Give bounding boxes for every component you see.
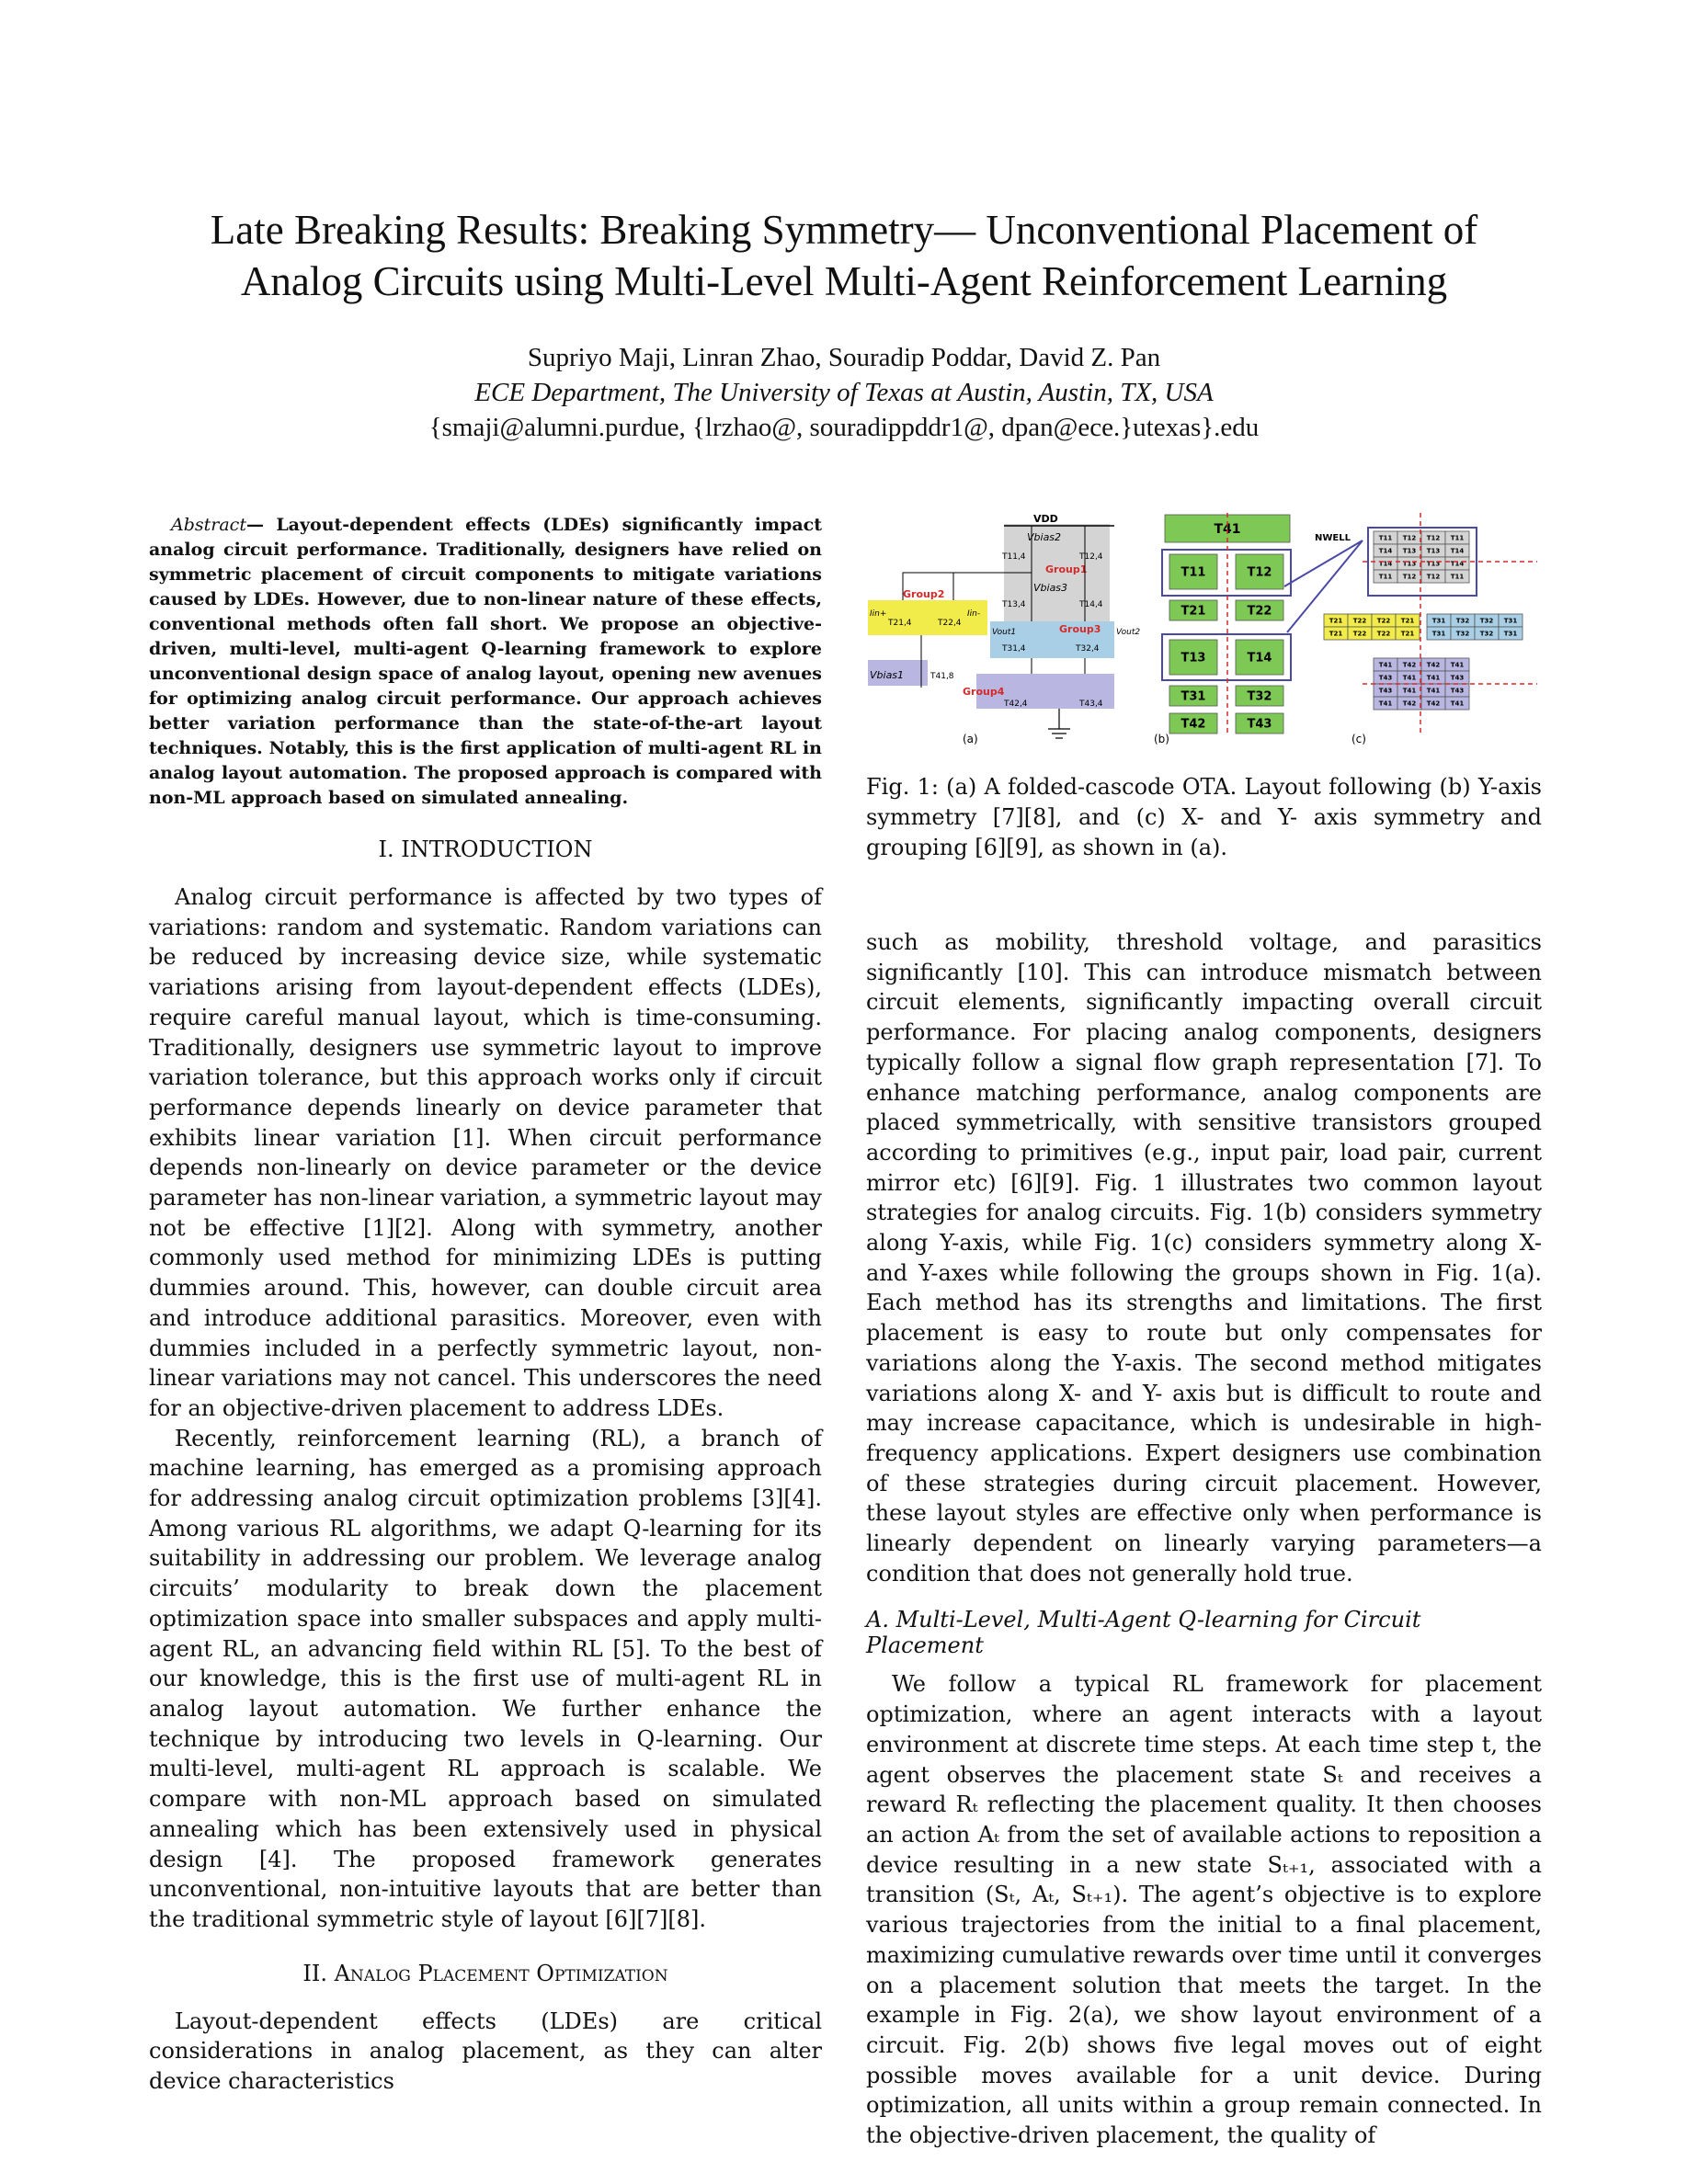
- fig1c-top-3-1-label: T12: [1402, 573, 1417, 581]
- fig1c-bot-2-2-label: T41: [1426, 687, 1441, 695]
- t12-label: T12,4: [1079, 552, 1103, 562]
- figure-1: [866, 513, 1542, 754]
- fig1c-mid-0-5-label: T32: [1455, 617, 1470, 625]
- abstract-text: — Layout-dependent effects (LDEs) significantly impact analog circuit performance. Traditionally, designers have relied on symmetric placement of circuit components to mitigate variations caused by LDEs. However, due to non-linear nature of these effects, conventional methods often fall short. We propose an objective-driven, multi-level, multi-agent Q-learning framework to explore unconventional design space of analog layout, opening new avenues for optimizing analog circuit performance. Our approach achieves better variation performance than the state-of-the-art layout techniques. Notably, this is the first application of multi-agent RL in analog layout automation. The proposed approach is compared with non-ML approach based on simulated annealing.: [149, 515, 822, 808]
- subsection-a-heading: A. Multi-Level, Multi-Agent Q-learning for Circuit Placement: [866, 1607, 1421, 1659]
- fig1c-bot-1-2-label: T41: [1426, 674, 1441, 682]
- fig1c-top-0-2-label: T12: [1426, 534, 1441, 542]
- fig1c-mid-1-1-label: T22: [1352, 630, 1367, 638]
- figure-1b-layout: [1162, 515, 1291, 734]
- vout1-label: Vout1: [992, 628, 1017, 637]
- fig1c-bot-0-0-label: T41: [1378, 661, 1393, 669]
- fig1c-bot-2-1-label: T41: [1402, 687, 1417, 695]
- vbias2-label: Vbias2: [1027, 531, 1062, 543]
- fig1c-top-0-3-label: T11: [1450, 534, 1465, 542]
- fig1c-mid-0-0-label: T21: [1329, 617, 1343, 625]
- fig1c-top-2-2-label: T13: [1426, 560, 1441, 568]
- fig1b-cell-9-label: T42: [1180, 717, 1206, 732]
- t13-label: T13,4: [1002, 600, 1026, 609]
- section-2-paragraph-continued: such as mobility, threshold voltage, and parasitics significantly [10]. This can introduce mismatch between circuit elements, significantly impacting overall circuit performance. For placing analog components, designers typically follow a signal flow graph representation [7]. To enhance matching performance, analog components are placed symmetrically, with sensitive transistors grouped according to primitives (e.g., input pair, load pair, current mirror etc) [6][9]. Fig. 1 illustrates two common layout strategies for analog circuits. Fig. 1(b) considers symmetry along Y-axis, while Fig. 1(c) considers symmetry along X- and Y-axes while following the groups shown in Fig. 1(a). Each method has its strengths and limitations. The first placement is easy to route but only compensates for variations along the Y-axis. The second method mitigates variations along X- and Y- axis but is difficult to route and may increase capacitance, which is undesirable in high-frequency applications. Expert designers use combination of these strategies during circuit placement. However, these layout styles are effective only when performance is linearly dependent on linearly varying parameters—a condition that does not generally hold true.: [866, 929, 1542, 1587]
- group3-label: Group3: [1059, 623, 1101, 635]
- fig1b-cell-0-label: T41: [1214, 521, 1241, 537]
- vbias3-label: Vbias3: [1033, 582, 1068, 594]
- fig1c-mid-0-2-label: T22: [1376, 617, 1391, 625]
- fig1c-bot-2-3-label: T43: [1450, 687, 1465, 695]
- fig1b-cell-7-label: T31: [1180, 689, 1206, 704]
- fig1c-mid-1-4-label: T31: [1431, 630, 1446, 638]
- label-a: (a): [963, 733, 978, 745]
- fig1c-mid-1-7-label: T31: [1503, 630, 1518, 638]
- fig1c-top-2-0-label: T14: [1378, 560, 1393, 568]
- fig1c-mid-0-4-label: T31: [1431, 617, 1446, 625]
- fig1c-bot-2-0-label: T43: [1378, 687, 1393, 695]
- figure-1-graphic: [866, 513, 1542, 754]
- t31-label: T31,4: [1002, 644, 1026, 654]
- subsection-a-paragraph: We follow a typical RL framework for placement optimization, where an agent interacts with a layout environment at discrete time steps. At each time step t, the agent observes the placement state Sₜ and receives a reward Rₜ reflecting the placement quality. It then chooses an action Aₜ from the set of available actions to reposition a device resulting in a new state Sₜ₊₁, associated with a transition (Sₜ, Aₜ, Sₜ₊₁). The agent’s objective is to explore various trajectories from the initial to a final placement, maximizing cumulative rewards over time until it converges on a placement solution that meets the target. In the example in Fig. 2(a), we show layout environment of a circuit. Fig. 2(b) shows five legal moves out of eight possible moves available for a unit device. During optimization, all units within a group remain connected. In the objective-driven placement, the quality of: [866, 1671, 1542, 2149]
- intro-paragraph-1: Analog circuit performance is affected by two types of variations: random and systematic. Random variations can be reduced by increasing device size, while systematic variations arising from layout-dependent effects (LDEs), require careful manual layout, which is time-consuming. Traditionally, designers use symmetric layout to improve variation tolerance, but this approach works only if circuit performance depends linearly on device parameter that exhibits linear variation [1]. When circuit performance depends non-linearly on device parameter or the device parameter has non-linear variation, a symmetric layout may not be effective [1][2]. Along with symmetry, another commonly used method for minimizing LDEs is putting dummies around. This, however, can double circuit area and introduce additional parasitics. Moreover, even with dummies included in a perfectly symmetric layout, non-linear variations may not cancel. This underscores the need for an objective-driven placement to address LDEs.: [149, 884, 822, 1421]
- vdd-label: VDD: [1033, 513, 1058, 525]
- fig1c-top-3-2-label: T12: [1426, 573, 1441, 581]
- fig1c-top-1-1-label: T13: [1402, 547, 1417, 555]
- t11-label: T11,4: [1002, 552, 1026, 562]
- group4-label: Group4: [963, 686, 1005, 698]
- group1-label: Group1: [1045, 563, 1088, 575]
- fig1b-cell-6-label: T14: [1247, 651, 1272, 665]
- section-2-paragraph-start: Layout-dependent effects (LDEs) are critical considerations in analog placement, as they can alter device characteristics: [149, 2008, 822, 2095]
- figure-1c-layout: [1324, 531, 1523, 710]
- fig1c-top-2-3-label: T14: [1450, 560, 1465, 568]
- fig1c-top-1-0-label: T14: [1378, 547, 1393, 555]
- iin-plus-label: Iin+: [870, 609, 887, 619]
- t41-label: T41,8: [930, 672, 954, 681]
- fig1c-top-1-3-label: T14: [1450, 547, 1465, 555]
- fig1c-top-0-0-label: T11: [1378, 534, 1393, 542]
- fig1c-bot-1-0-label: T43: [1378, 674, 1393, 682]
- fig1c-bot-1-1-label: T41: [1402, 674, 1417, 682]
- fig1c-mid-1-0-label: T21: [1329, 630, 1343, 638]
- t43-label: T43,4: [1079, 700, 1103, 709]
- title-line-2: Analog Circuits using Multi-Level Multi-Agent Reinforcement Learning: [240, 258, 1448, 304]
- figure-1-caption: Fig. 1: (a) A folded-cascode OTA. Layout following (b) Y-axis symmetry [7][8], and (c) X- and Y- axis symmetry and grouping [6][9], as shown in (a).: [866, 774, 1542, 860]
- fig1c-top-0-1-label: T12: [1402, 534, 1417, 542]
- label-b: (b): [1154, 733, 1169, 745]
- intro-heading: I. INTRODUCTION: [378, 836, 593, 862]
- fig1c-top-2-1-label: T13: [1402, 560, 1417, 568]
- t21-label: T21,4: [888, 619, 912, 628]
- right-column: [866, 513, 1542, 2151]
- vbias1-label: Vbias1: [870, 669, 905, 681]
- fig1c-bot-0-3-label: T41: [1450, 661, 1465, 669]
- left-column: [149, 513, 822, 2097]
- fig1c-mid-0-7-label: T31: [1503, 617, 1518, 625]
- label-c: (c): [1352, 733, 1366, 745]
- intro-paragraph-2: Recently, reinforcement learning (RL), a branch of machine learning, has emerged as a promising approach for addressing analog circuit optimization problems [3][4]. Among various RL algorithms, we adapt Q-learning for its suitability in addressing our problem. We leverage analog circuits’ modularity to break down the placement optimization space into smaller subspaces and apply multi-agent RL, an advancing field within RL [5]. To the best of our knowledge, this is the first use of multi-agent RL in analog layout automation. We further enhance the technique by introducing two levels in Q-learning. Our multi-level, multi-agent RL approach is scalable. We compare with non-ML approach based on simulated annealing which has been extensively used in physical design [4]. The proposed framework generates unconventional, non-intuitive layouts that are better than the traditional symmetric style of layout [6][7][8].: [149, 1425, 822, 1932]
- authors: Supriyo Maji, Linran Zhao, Souradip Poddar, David Z. Pan: [527, 343, 1161, 372]
- t22-label: T22,4: [938, 619, 962, 628]
- fig1c-bot-3-2-label: T42: [1426, 700, 1441, 708]
- fig1c-bot-3-3-label: T41: [1450, 700, 1465, 708]
- fig1b-cell-4-label: T22: [1247, 604, 1272, 619]
- t32-label: T32,4: [1076, 644, 1100, 654]
- ground-symbol: [1048, 709, 1070, 738]
- group2-label: Group2: [903, 588, 945, 600]
- fig1c-bot-3-0-label: T41: [1378, 700, 1393, 708]
- fig1c-mid-0-1-label: T22: [1352, 617, 1367, 625]
- fig1c-top-3-0-label: T11: [1378, 573, 1393, 581]
- fig1c-top-1-2-label: T13: [1426, 547, 1441, 555]
- fig1c-mid-0-6-label: T32: [1479, 617, 1494, 625]
- fig1b-cell-3-label: T21: [1180, 604, 1206, 619]
- fig1c-mid-0-3-label: T21: [1400, 617, 1415, 625]
- fig1c-top-3-3-label: T11: [1450, 573, 1465, 581]
- fig1b-cell-1-label: T11: [1180, 565, 1206, 580]
- emails: {smaji@alumni.purdue, {lrzhao@, souradippddr1@, dpan@ece.}utexas}.edu: [428, 413, 1260, 442]
- fig1c-mid-1-3-label: T21: [1400, 630, 1415, 638]
- iin-minus-label: Iin-: [967, 609, 981, 619]
- section-2-heading: II. Analog Placement Optimization: [302, 1960, 668, 1986]
- fig1c-bot-0-1-label: T42: [1402, 661, 1417, 669]
- abstract-lead: Abstract: [171, 515, 246, 535]
- fig1b-cell-10-label: T43: [1247, 717, 1272, 732]
- fig1c-mid-1-6-label: T32: [1479, 630, 1494, 638]
- vout2-label: Vout2: [1116, 628, 1141, 637]
- fig1c-mid-1-5-label: T32: [1455, 630, 1470, 638]
- fig1b-cell-2-label: T12: [1247, 565, 1272, 580]
- abstract: [149, 513, 822, 811]
- fig1c-bot-0-2-label: T42: [1426, 661, 1441, 669]
- t14-label: T14,4: [1079, 600, 1103, 609]
- affiliation: ECE Department, The University of Texas at Austin, Austin, TX, USA: [474, 378, 1214, 407]
- title-line-1: Late Breaking Results: Breaking Symmetry— Unconventional Placement of: [210, 207, 1478, 253]
- fig1b-cell-8-label: T32: [1247, 689, 1272, 704]
- paper-title: [0, 204, 1688, 307]
- fig1c-bot-3-1-label: T42: [1402, 700, 1417, 708]
- fig1b-cell-5-label: T13: [1180, 651, 1206, 665]
- t42-label: T42,4: [1004, 700, 1028, 709]
- nwell-label: NWELL: [1315, 533, 1351, 543]
- fig1c-bot-1-3-label: T43: [1450, 674, 1465, 682]
- fig1c-mid-1-2-label: T22: [1376, 630, 1391, 638]
- author-block: [0, 340, 1688, 445]
